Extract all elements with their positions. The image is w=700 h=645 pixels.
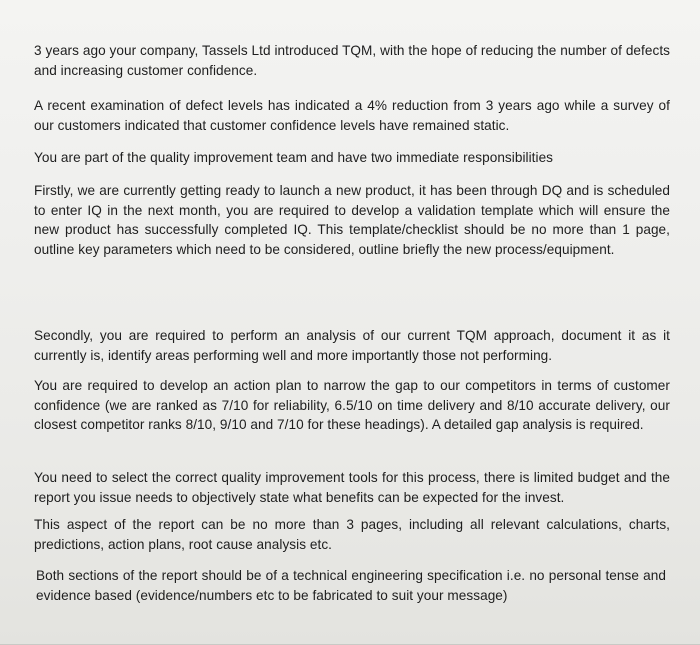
paragraph-report-specification: Both sections of the report should be of a technical engineering specification i.e. no personal tense and evidence based (evidence/numbers etc to be fabricated to suit your message): [36, 568, 666, 603]
paragraph-intro: 3 years ago your company, Tassels Ltd introduced TQM, with the hope of reducing the number of defects and increasing customer confidence.: [34, 43, 670, 78]
paragraph-defect-examination: A recent examination of defect levels has indicated a 4% reduction from 3 years ago while a survey of our customers indicated that customer confidence levels have remained static.: [34, 98, 670, 133]
paragraph-quality-tools: You need to select the correct quality improvement tools for this process, there is limited budget and the report you issue needs to objectively state what benefits can be expected for the invest.: [34, 470, 670, 505]
paragraph-tqm-analysis: Secondly, you are required to perform an analysis of our current TQM approach, document it as it currently is, identify areas performing well and more importantly those not performing.: [34, 328, 670, 363]
paragraph-page-limit: This aspect of the report can be no more than 3 pages, including all relevant calculations, charts, predictions, action plans, root cause analysis etc.: [34, 517, 670, 552]
paragraph-validation-template: Firstly, we are currently getting ready to launch a new product, it has been through DQ and is scheduled to enter IQ in the next month, you are required to develop a validation template which will ensure the new product has successfully completed IQ. This template/checklist should be no more than 1 page, outline key parameters which need to be considered, outline briefly the new process/equipment.: [34, 183, 670, 257]
paragraph-responsibilities: You are part of the quality improvement team and have two immediate responsibilities: [34, 150, 554, 165]
paragraph-action-plan: You are required to develop an action plan to narrow the gap to our competitors in terms of customer confidence (we are ranked as 7/10 for reliability, 6.5/10 on time delivery and 8/10 accurate delivery, our closest competitor ranks 8/10, 9/10 and 7/10 for these headings). A detailed gap analysis is required.: [34, 378, 670, 432]
